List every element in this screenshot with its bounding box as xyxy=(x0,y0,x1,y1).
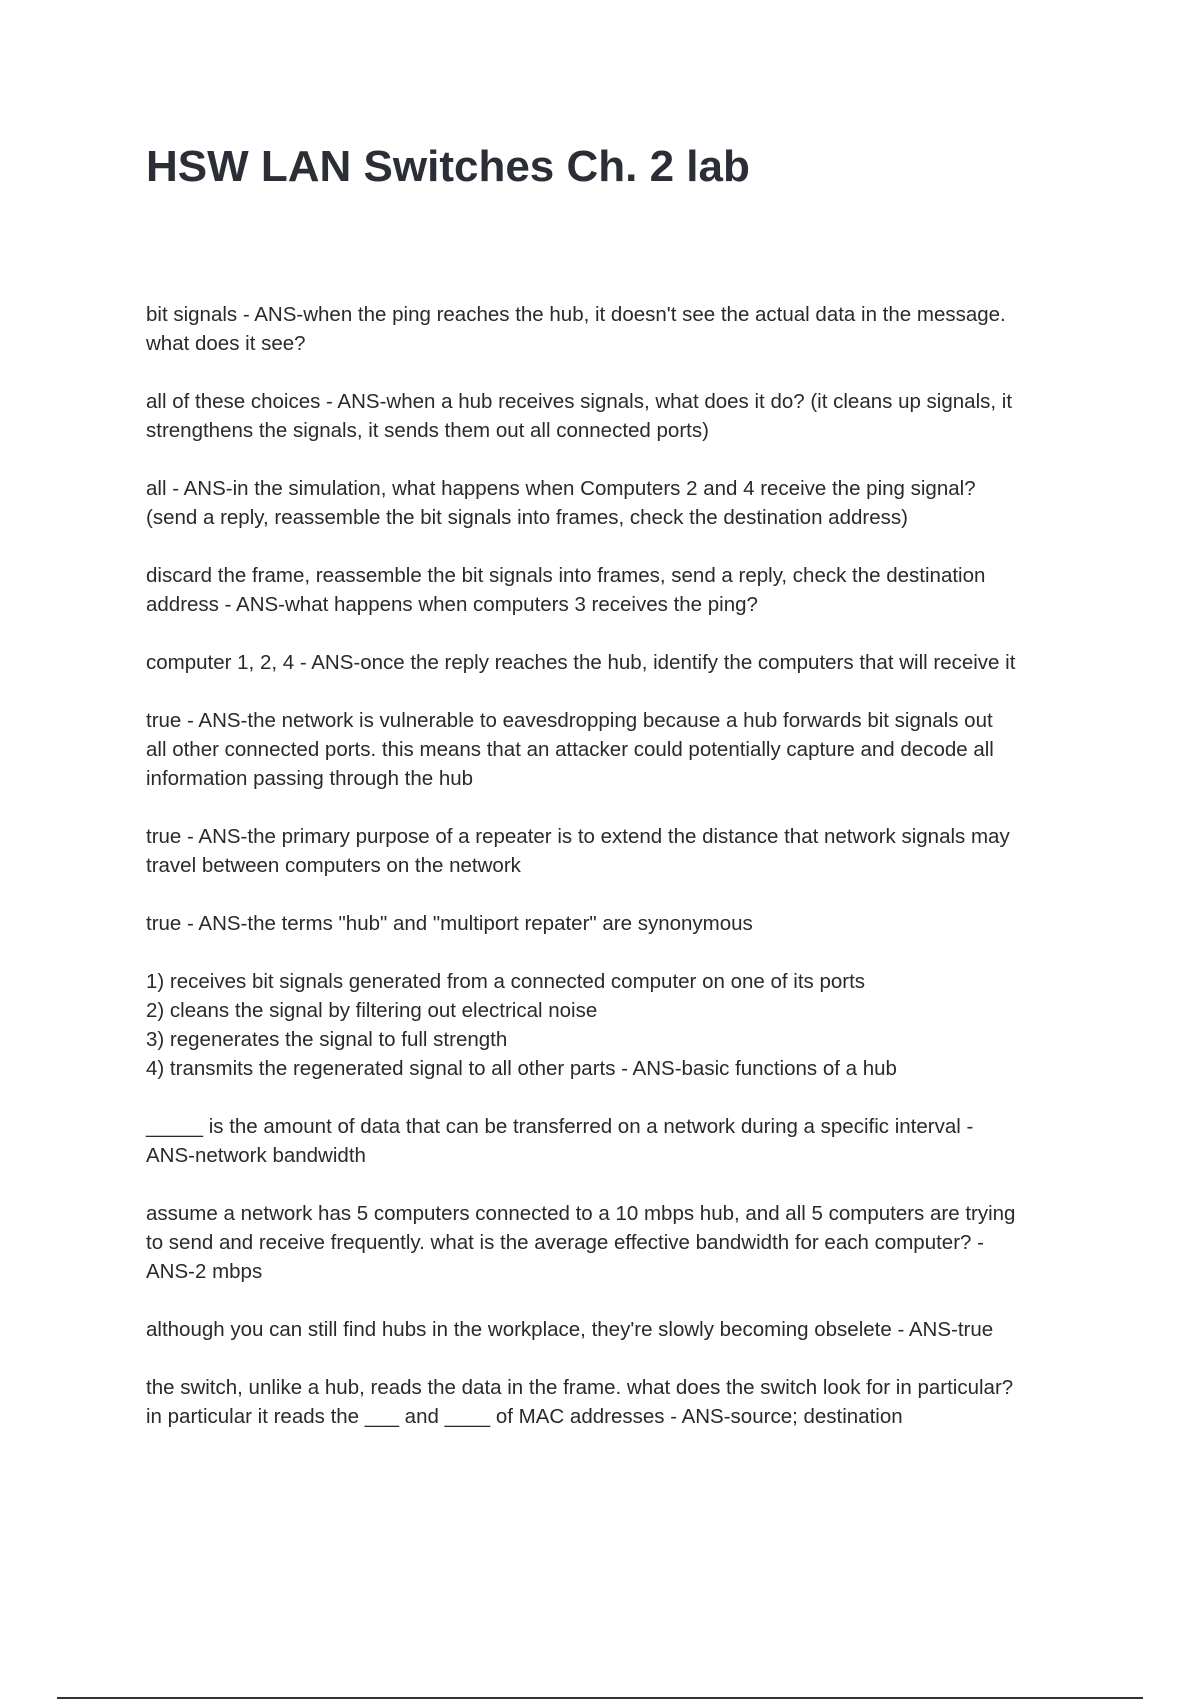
qa-item: discard the frame, reassemble the bit signals into frames, send a reply, check the destination address - ANS-what happens when computers 3 receives the ping? xyxy=(146,564,986,616)
qa-item: bit signals - ANS-when the ping reaches the hub, it doesn't see the actual data in the message. what does it see? xyxy=(146,303,1006,355)
qa-item: true - ANS-the terms "hub" and "multiport repater" are synonymous xyxy=(146,912,753,935)
footer-divider xyxy=(57,1697,1143,1699)
qa-item: true - ANS-the primary purpose of a repeater is to extend the distance that network signals may travel between computers on the network xyxy=(146,825,1010,877)
qa-item: all of these choices - ANS-when a hub receives signals, what does it do? (it cleans up signals, it strengthens the signals, it sends them out all connected ports) xyxy=(146,390,1013,442)
qa-item: assume a network has 5 computers connected to a 10 mbps hub, and all 5 computers are trying to send and receive frequently. what is the average effective bandwidth for each computer? - ANS-2 mbps xyxy=(146,1202,1016,1283)
qa-item: true - ANS-the network is vulnerable to eavesdropping because a hub forwards bit signals out all other connected ports. this means that an attacker could potentially capture and decode all information passing through the hub xyxy=(146,709,994,790)
qa-item: all - ANS-in the simulation, what happens when Computers 2 and 4 receive the ping signal? (send a reply, reassemble the bit signals into frames, check the destination address) xyxy=(146,477,976,529)
document-title: HSW LAN Switches Ch. 2 lab xyxy=(146,142,750,191)
qa-item: computer 1, 2, 4 - ANS-once the reply reaches the hub, identify the computers that will receive it xyxy=(146,651,1016,674)
qa-item: the switch, unlike a hub, reads the data in the frame. what does the switch look for in particular? in particular it reads the ___ and ____ of MAC addresses - ANS-source; destination xyxy=(146,1376,1014,1428)
qa-item: although you can still find hubs in the workplace, they're slowly becoming obselete - ANS-true xyxy=(146,1318,994,1341)
qa-list xyxy=(146,300,1096,1460)
qa-item: 1) receives bit signals generated from a connected computer on one of its ports 2) cleans the signal by filtering out electrical noise 3) regenerates the signal to full strength 4) transmits the regenerated signal to all other parts - ANS-basic functions of a hub xyxy=(146,970,897,1080)
qa-item: _____ is the amount of data that can be transferred on a network during a specific interval - ANS-network bandwidth xyxy=(146,1115,974,1167)
